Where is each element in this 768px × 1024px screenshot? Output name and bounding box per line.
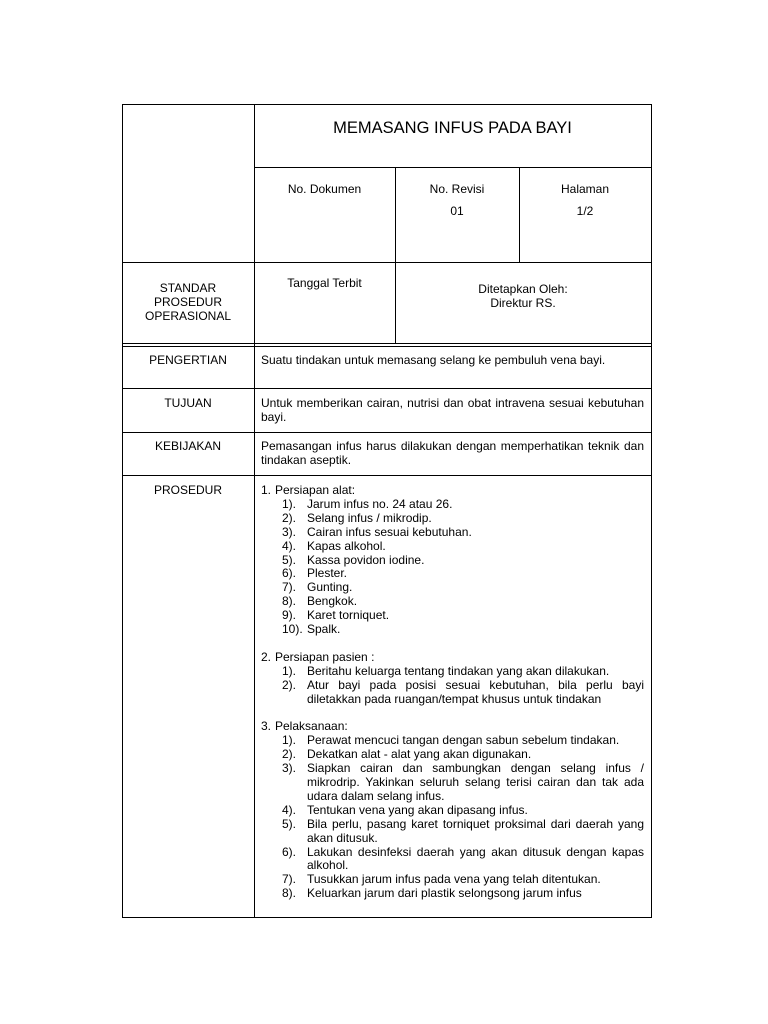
ditetapkan-label: Ditetapkan Oleh:: [478, 282, 568, 296]
divider-left-column: [254, 104, 255, 918]
procedure-step-text: Plester.: [307, 566, 348, 581]
procedure-step: [261, 498, 644, 512]
procedure-step: [261, 804, 644, 818]
tujuan-text: Untuk memberikan cairan, nutrisi dan obat intravena sesuai kebutuhan bayi.: [261, 396, 644, 424]
procedure-section-number: 1.: [261, 483, 272, 497]
procedure-step-text: Jarum infus no. 24 atau 26.: [307, 496, 453, 511]
procedure-step: [261, 846, 644, 874]
ditetapkan-value: Direktur RS.: [490, 296, 556, 310]
divider-header-bottom: [122, 343, 652, 344]
procedure-step-number: 3).: [282, 761, 297, 776]
procedure-step-text: Perawat mencuci tangan dengan sabun sebelum tindakan.: [307, 733, 620, 748]
procedure-step: [261, 512, 644, 526]
pengertian-label: PENGERTIAN: [149, 353, 227, 367]
procedure-step: [261, 762, 644, 804]
procedure-step-text: Gunting.: [307, 580, 353, 595]
procedure-step-number: 5).: [282, 552, 297, 567]
halaman-label: Halaman: [560, 182, 610, 196]
procedure-step: [261, 609, 644, 623]
procedure-section-heading: [261, 651, 644, 665]
procedure-step-number: 9).: [282, 608, 297, 623]
procedure-step-text: Tusukkan jarum infus pada vena yang telah ditentukan.: [307, 872, 601, 887]
divider-pengertian: [122, 388, 652, 389]
procedure-section-number: 2.: [261, 649, 272, 664]
tanggal-terbit-label: Tanggal Terbit: [287, 276, 362, 290]
procedure-step: [261, 665, 644, 679]
procedure-step: [261, 554, 644, 568]
procedure-step-text: Selang infus / mikrodip.: [307, 510, 432, 525]
procedure-step-number: 2).: [282, 510, 297, 525]
halaman-value: 1/2: [576, 204, 594, 218]
procedure-step-text: Kapas alkohol.: [307, 538, 386, 553]
procedure-step-text: Cairan infus sesuai kebutuhan.: [307, 524, 472, 539]
procedure-section-title: Persiapan pasien :: [275, 649, 375, 664]
procedure-step: [261, 581, 644, 595]
procedure-step: [261, 873, 644, 887]
procedure-step-text: Bengkok.: [307, 594, 358, 609]
procedure-step-number: 1).: [282, 496, 297, 511]
procedure-step: [261, 540, 644, 554]
kebijakan-text: Pemasangan infus harus dilakukan dengan memperhatikan teknik dan tindakan aseptik.: [261, 439, 644, 467]
procedure-step: [261, 748, 644, 762]
procedure-step-number: 4).: [282, 802, 297, 817]
procedure-step-text: Beritahu keluarga tentang tindakan yang akan dilakukan.: [307, 663, 610, 678]
tujuan-label: TUJUAN: [164, 396, 212, 410]
table-border-bottom: [122, 917, 652, 918]
table-border-right: [651, 104, 652, 918]
document-title: MEMASANG INFUS PADA BAYI: [333, 119, 572, 137]
section-gap: [261, 706, 644, 720]
procedure-step: [261, 734, 644, 748]
divider-header-gap: [122, 346, 652, 347]
procedure-step-text: Lakukan desinfeksi daerah yang akan ditusuk dengan kapas alkohol.: [307, 844, 644, 873]
divider-kebijakan: [122, 475, 652, 476]
table-border-left: [122, 104, 123, 918]
no-revisi-label: No. Revisi: [429, 182, 485, 196]
procedure-step: [261, 887, 644, 901]
procedure-step-number: 7).: [282, 580, 297, 595]
table-border-top: [122, 104, 652, 105]
procedure-step: [261, 567, 644, 581]
ditetapkan-block: [395, 282, 651, 310]
procedure-section-title: Pelaksanaan:: [275, 719, 348, 734]
divider-title: [254, 167, 652, 168]
procedure-step-number: 6).: [282, 566, 297, 581]
procedure-step-text: Atur bayi pada posisi sesuai kebutuhan, bila perlu bayi diletakkan pada ruangan/tempat khusus untuk tindakan: [307, 677, 644, 706]
procedure-step-text: Tentukan vena yang akan dipasang infus.: [307, 802, 528, 817]
procedure-step-number: 7).: [282, 872, 297, 887]
procedure-step: [261, 818, 644, 846]
sop-label: [122, 281, 254, 323]
section-gap: [261, 637, 644, 651]
procedure-step: [261, 526, 644, 540]
procedure-step-number: 5).: [282, 816, 297, 831]
procedure-step-number: 8).: [282, 886, 297, 901]
procedure-step-text: Siapkan cairan dan sambungkan dengan selang infus / mikrodrip. Yakinkan seluruh selang terisi cairan dan tak ada udara dalam selang infus.: [307, 761, 644, 803]
procedure-step-text: Keluarkan jarum dari plastik selongsong jarum infus: [307, 886, 582, 901]
procedure-step-text: Kassa povidon iodine.: [307, 552, 425, 567]
divider-tujuan: [122, 432, 652, 433]
procedure-section-heading: [261, 484, 644, 498]
kebijakan-label: KEBIJAKAN: [154, 439, 222, 453]
pengertian-text: Suatu tindakan untuk memasang selang ke pembuluh vena bayi.: [261, 353, 606, 367]
prosedur-label: PROSEDUR: [153, 483, 222, 497]
procedure-section-title: Persiapan alat:: [275, 483, 356, 497]
procedure-step-number: 6).: [282, 844, 297, 859]
procedure-step: [261, 679, 644, 707]
procedure-step: [261, 623, 644, 637]
divider-header-row: [122, 262, 652, 263]
sop-label-line: OPERASIONAL: [144, 309, 232, 323]
procedure-step-text: Karet torniquet.: [307, 608, 390, 623]
procedure-section-heading: [261, 720, 644, 734]
procedure-step-text: Dekatkan alat - alat yang akan digunakan.: [307, 747, 532, 762]
procedure-step: [261, 595, 644, 609]
procedure-step-number: 3).: [282, 524, 297, 539]
no-revisi-value: 01: [450, 204, 464, 218]
procedure-step-number: 4).: [282, 538, 297, 553]
procedure-step-number: 1).: [282, 663, 297, 678]
sop-label-line: STANDAR: [159, 281, 217, 295]
procedure-step-number: 2).: [282, 677, 297, 692]
procedure-step-number: 10).: [282, 622, 303, 637]
procedure-step-number: 8).: [282, 594, 297, 609]
procedure-section-number: 3.: [261, 719, 272, 734]
no-dokumen-label: No. Dokumen: [287, 182, 362, 196]
procedure-step-text: Spalk.: [307, 622, 341, 637]
prosedur-list: [261, 484, 644, 901]
procedure-step-number: 2).: [282, 747, 297, 762]
procedure-step-text: Bila perlu, pasang karet torniquet proksimal dari daerah yang akan ditusuk.: [307, 816, 644, 845]
procedure-step-number: 1).: [282, 733, 297, 748]
sop-label-line: PROSEDUR: [153, 295, 222, 309]
